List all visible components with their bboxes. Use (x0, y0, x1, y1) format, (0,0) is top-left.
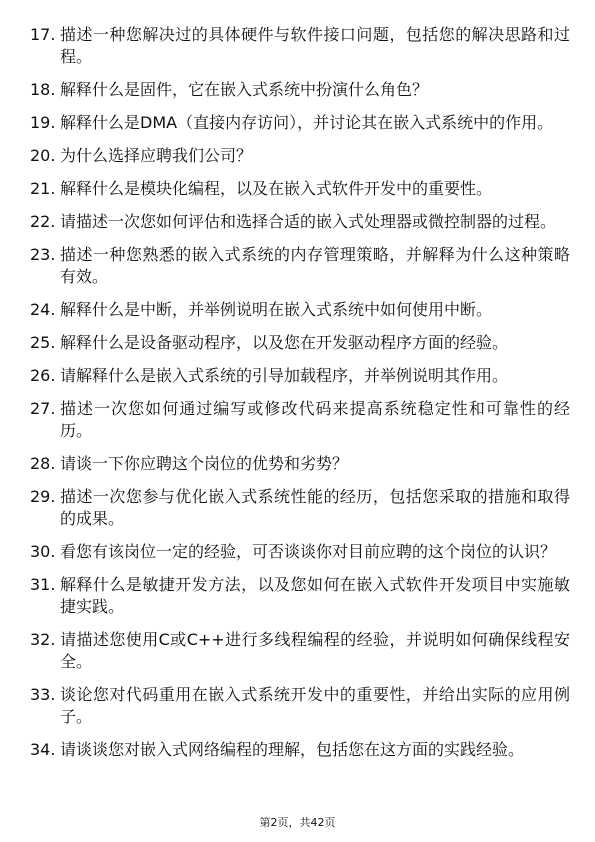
question-item (30, 486, 570, 530)
question-text: 解释什么是敏捷开发方法，以及您如何在嵌入式软件开发项目中实施敏捷实践。 (60, 575, 570, 616)
question-number: 24. (30, 300, 56, 319)
question-number: 26. (30, 366, 56, 385)
question-text: 谈论您对代码重用在嵌入式系统开发中的重要性，并给出实际的应用例子。 (60, 685, 570, 726)
question-item (30, 541, 570, 563)
question-number: 31. (30, 575, 56, 594)
question-item (30, 332, 570, 354)
question-item (30, 145, 570, 167)
question-number: 27. (30, 399, 56, 418)
question-item (30, 453, 570, 475)
question-text: 看您有该岗位一定的经验，可否谈谈你对目前应聘的这个岗位的认识？ (60, 542, 557, 561)
question-number: 25. (30, 333, 56, 352)
question-text: 解释什么是DMA（直接内存访问），并讨论其在嵌入式系统中的作用。 (60, 113, 554, 132)
question-item (30, 178, 570, 200)
question-list (30, 24, 570, 772)
question-item (30, 244, 570, 288)
question-number: 34. (30, 740, 56, 759)
question-text: 请描述您使用C或C++进行多线程编程的经验，并说明如何确保线程安全。 (60, 630, 570, 671)
question-number: 20. (30, 146, 56, 165)
question-number: 29. (30, 487, 56, 506)
question-number: 19. (30, 113, 56, 132)
question-text: 请描述一次您如何评估和选择合适的嵌入式处理器或微控制器的过程。 (60, 212, 557, 231)
question-item (30, 684, 570, 728)
question-item (30, 211, 570, 233)
question-text: 描述一次您如何通过编写或修改代码来提高系统稳定性和可靠性的经历。 (60, 399, 570, 440)
question-number: 21. (30, 179, 56, 198)
question-number: 23. (30, 245, 56, 264)
question-number: 33. (30, 685, 56, 704)
question-number: 30. (30, 542, 56, 561)
question-text: 描述一次您参与优化嵌入式系统性能的经历，包括您采取的措施和取得的成果。 (60, 487, 570, 528)
question-item (30, 112, 570, 134)
question-number: 22. (30, 212, 56, 231)
question-number: 17. (30, 25, 56, 44)
question-item (30, 24, 570, 68)
question-item (30, 299, 570, 321)
question-text: 请谈一下你应聘这个岗位的优势和劣势？ (60, 454, 349, 473)
question-item (30, 574, 570, 618)
question-text: 为什么选择应聘我们公司？ (60, 146, 253, 165)
page-footer: 第2页，共42页 (259, 816, 336, 829)
question-text: 解释什么是中断，并举例说明在嵌入式系统中如何使用中断。 (60, 300, 493, 319)
question-text: 解释什么是模块化编程，以及在嵌入式软件开发中的重要性。 (60, 179, 493, 198)
question-item (30, 79, 570, 101)
question-number: 28. (30, 454, 56, 473)
question-item (30, 739, 570, 761)
question-text: 请谈谈您对嵌入式网络编程的理解，包括您在这方面的实践经验。 (60, 740, 525, 759)
question-text: 描述一种您解决过的具体硬件与软件接口问题，包括您的解决思路和过程。 (60, 25, 570, 66)
question-number: 32. (30, 630, 56, 649)
question-text: 解释什么是设备驱动程序，以及您在开发驱动程序方面的经验。 (60, 333, 509, 352)
question-item (30, 629, 570, 673)
question-item (30, 398, 570, 442)
question-text: 请解释什么是嵌入式系统的引导加载程序，并举例说明其作用。 (60, 366, 509, 385)
question-text: 描述一种您熟悉的嵌入式系统的内存管理策略，并解释为什么这种策略有效。 (60, 245, 570, 286)
question-text: 解释什么是固件，它在嵌入式系统中扮演什么角色？ (60, 80, 429, 99)
question-number: 18. (30, 80, 56, 99)
question-item (30, 365, 570, 387)
